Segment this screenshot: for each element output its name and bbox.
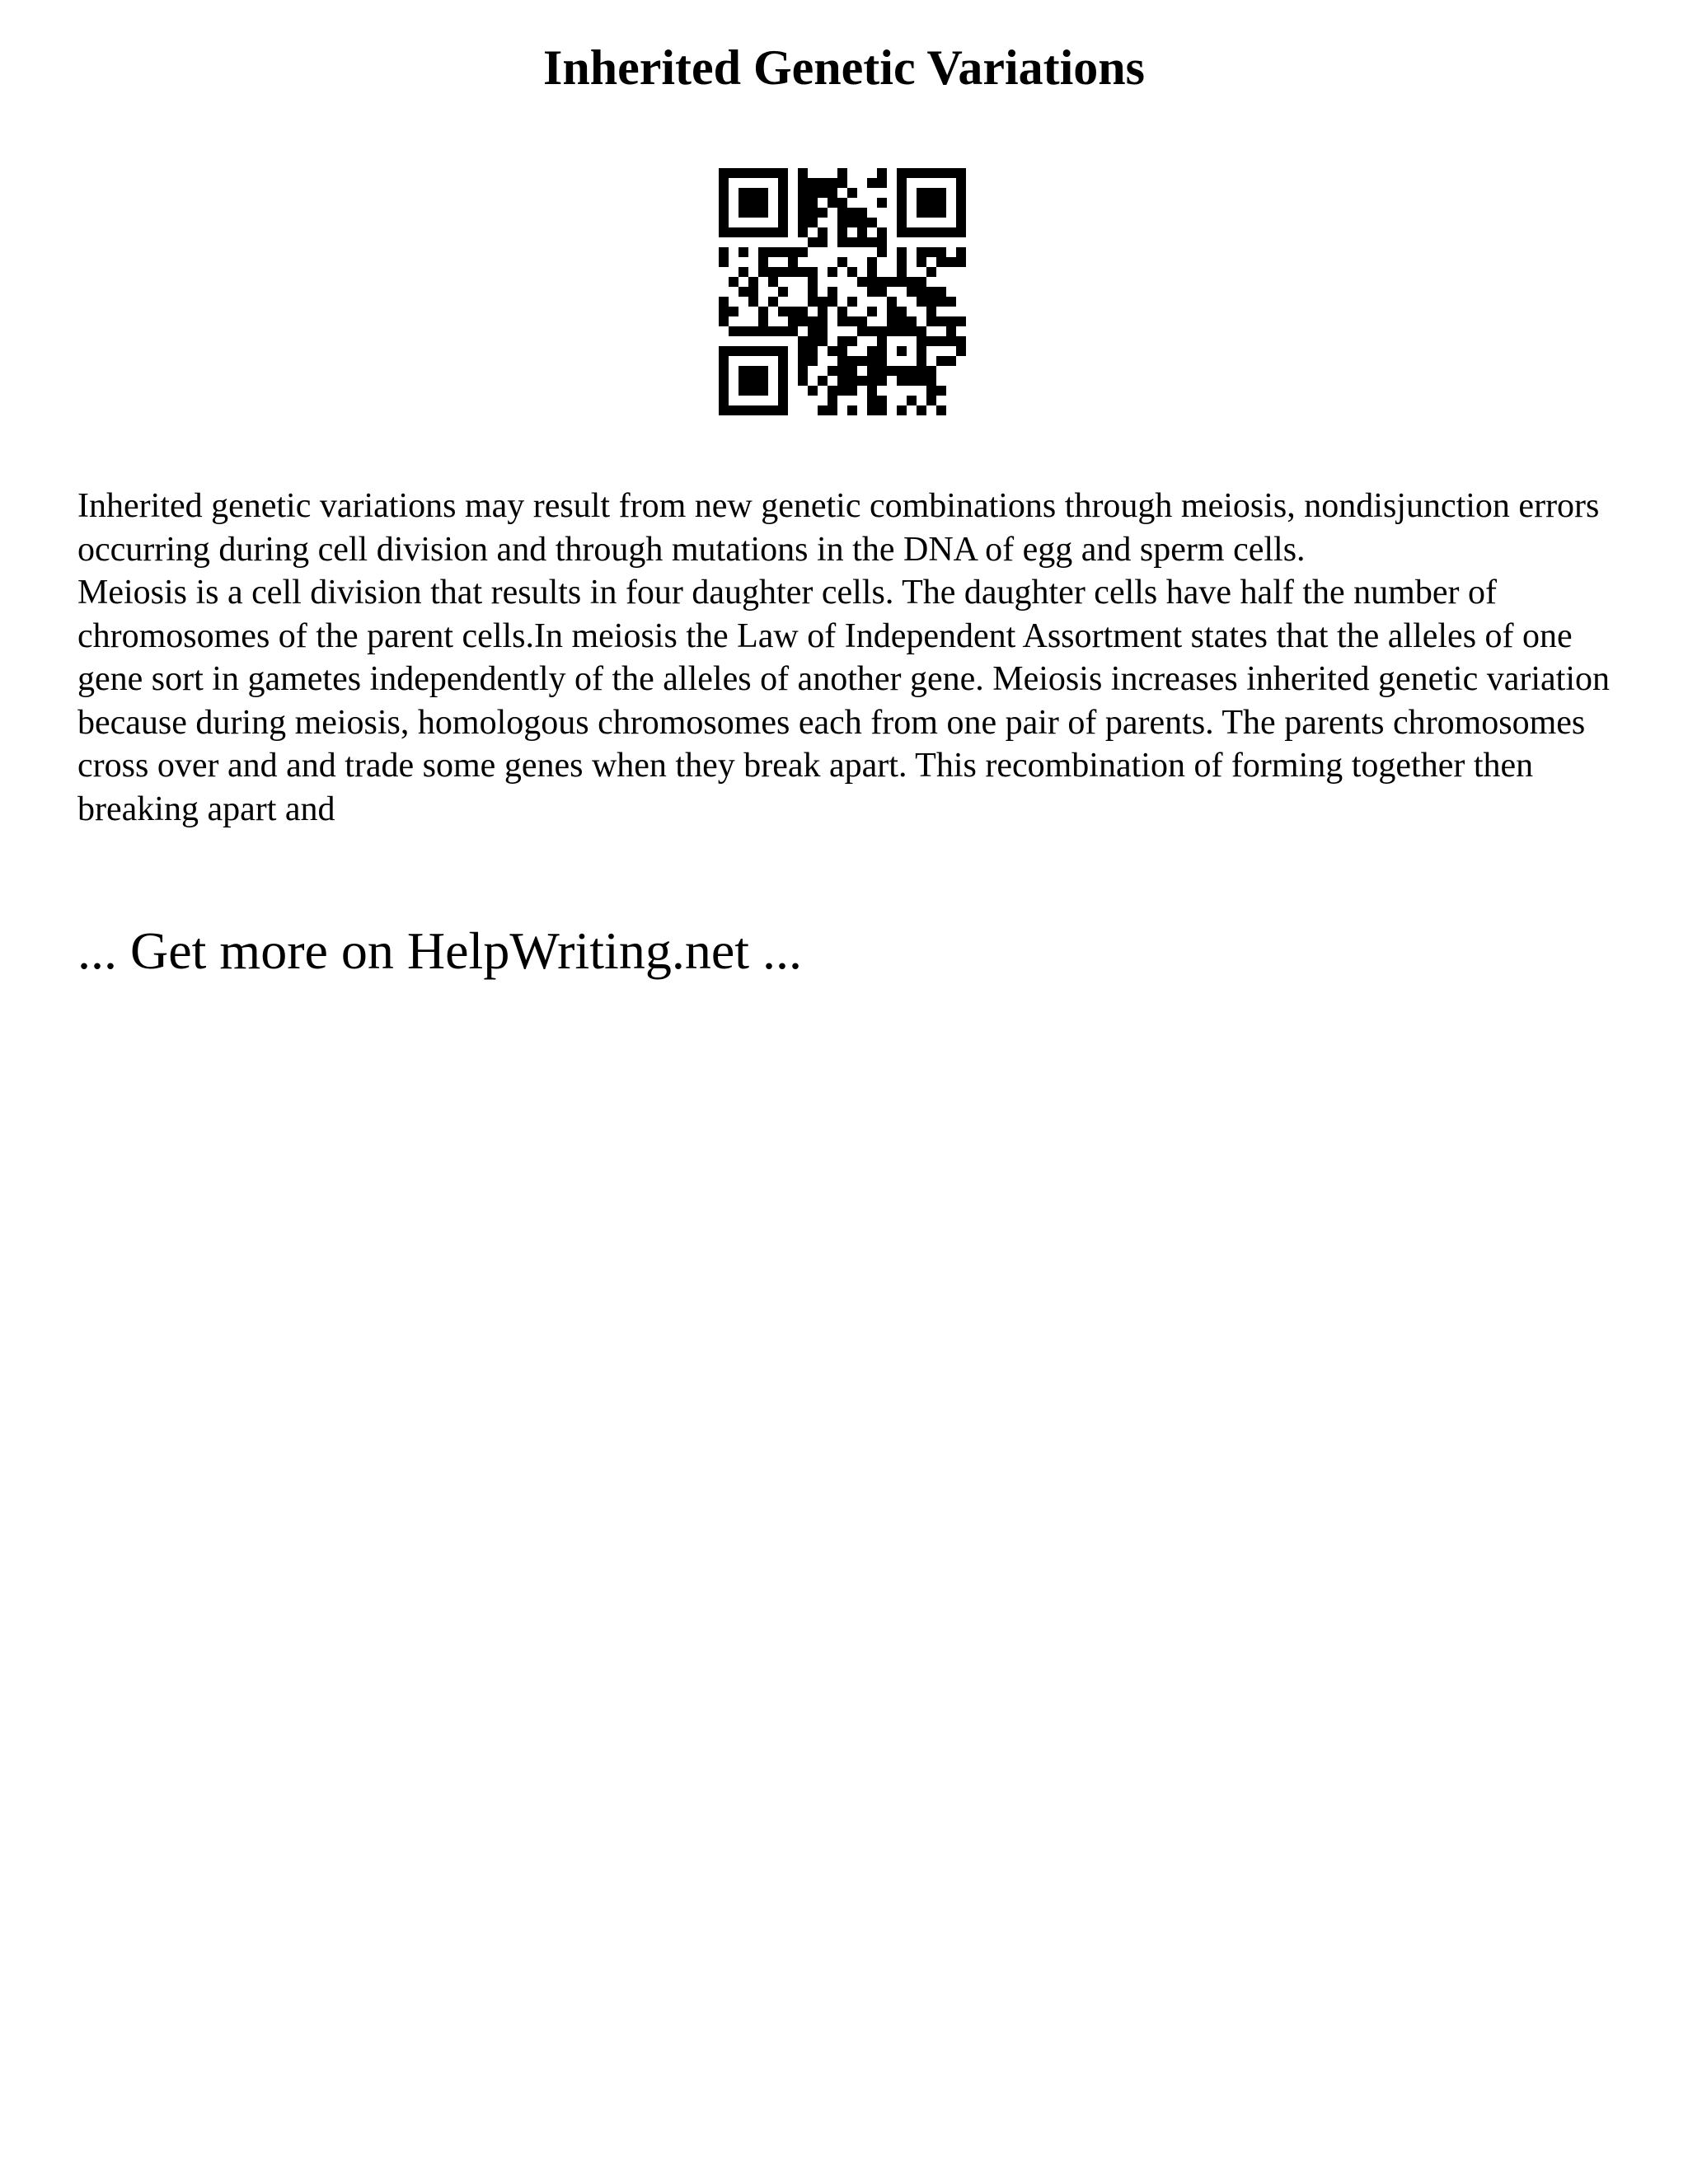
get-more-link[interactable]: ... Get more on HelpWriting.net ... bbox=[77, 921, 802, 980]
paragraph-2: Meiosis is a cell division that results in four daughter cells. The daughter cells have half the number of chromosomes of the parent cells.In meiosis the Law of Independent Assortment states that the alleles of one gene sort in gametes independently of the alleles of another gene. Meiosis increases inherited genetic variation because during meiosis, homologous chromosomes each from one pair of parents. The parents chromosomes cross over and and trade some genes when they break apart. This recombination of forming together then breaking apart and bbox=[77, 574, 1611, 828]
paragraph-1: Inherited genetic variations may result from new genetic combinations through meiosis, nondisjunction errors occurring during cell division and through mutations in the DNA of egg and sperm cells. bbox=[77, 487, 1600, 569]
page-title: Inherited Genetic Variations bbox=[543, 40, 1145, 95]
document-body bbox=[77, 485, 1627, 831]
qr-code-icon bbox=[719, 168, 966, 415]
qr-code bbox=[719, 168, 966, 415]
